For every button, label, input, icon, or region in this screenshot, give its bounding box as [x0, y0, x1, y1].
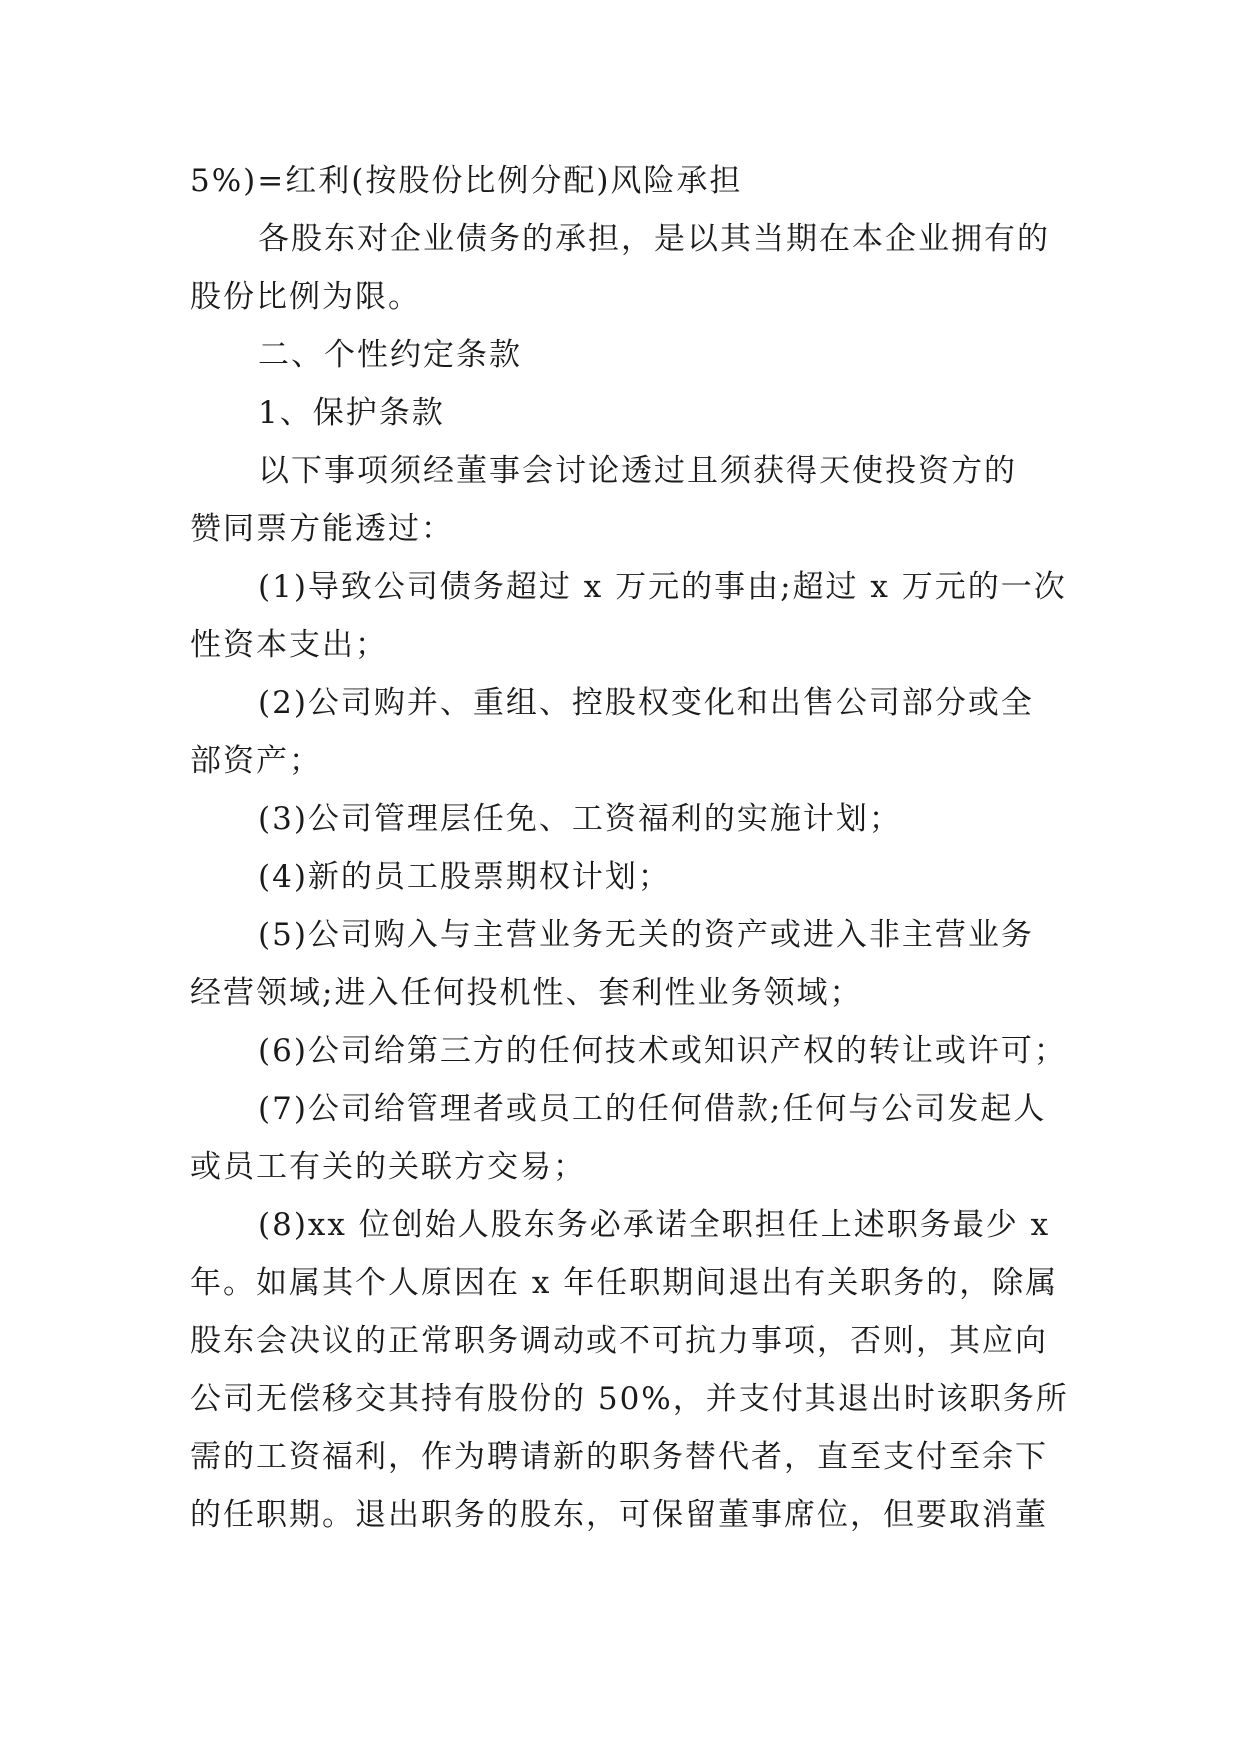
text-line: 赞同票方能透过：	[190, 511, 454, 547]
list-item-line: 部资产；	[190, 743, 322, 779]
list-item-line: 性资本支出；	[190, 627, 388, 663]
list-item-line: (4)新的员工股票期权计划；	[258, 859, 671, 895]
list-item-line: (8)xx 位创始人股东务必承诺全职担任上述职务最少 x	[258, 1207, 1051, 1243]
document-body	[190, 152, 1069, 1544]
text-line: 以下事项须经董事会讨论透过且须获得天使投资方的	[258, 453, 1017, 489]
text-line: 5%)=红利(按股份比例分配)风险承担	[190, 163, 743, 199]
list-item-line: 或员工有关的关联方交易；	[190, 1149, 586, 1185]
text-line: 股份比例为限。	[190, 279, 421, 315]
list-item-line: 经营领域;进入任何投机性、套利性业务领域；	[190, 975, 863, 1011]
list-item-line: 年。如属其个人原因在 x 年任职期间退出有关职务的，除属	[190, 1265, 1059, 1301]
list-item-line: 公司无偿移交其持有股份的 50%，并支付其退出时该职务所	[190, 1381, 1069, 1417]
list-item-line: 的任职期。退出职务的股东，可保留董事席位，但要取消董	[190, 1497, 1048, 1533]
list-item-line: (6)公司给第三方的任何技术或知识产权的转让或许可；	[258, 1033, 1067, 1069]
section-heading: 二、个性约定条款	[258, 337, 522, 373]
list-item-line: (7)公司给管理者或员工的任何借款;任何与公司发起人	[258, 1091, 1047, 1127]
subsection-heading: 1、保护条款	[258, 395, 445, 431]
list-item-line: 需的工资福利，作为聘请新的职务替代者，直至支付至余下	[190, 1439, 1048, 1475]
list-item-line: (2)公司购并、重组、控股权变化和出售公司部分或全	[258, 685, 1034, 721]
text-line: 各股东对企业债务的承担，是以其当期在本企业拥有的	[258, 221, 1050, 257]
list-item-line: (5)公司购入与主营业务无关的资产或进入非主营业务	[258, 917, 1034, 953]
list-item-line: 股东会决议的正常职务调动或不可抗力事项，否则，其应向	[190, 1323, 1048, 1359]
list-item-line: (1)导致公司债务超过 x 万元的事由;超过 x 万元的一次	[258, 569, 1067, 605]
list-item-line: (3)公司管理层任免、工资福利的实施计划；	[258, 801, 902, 837]
